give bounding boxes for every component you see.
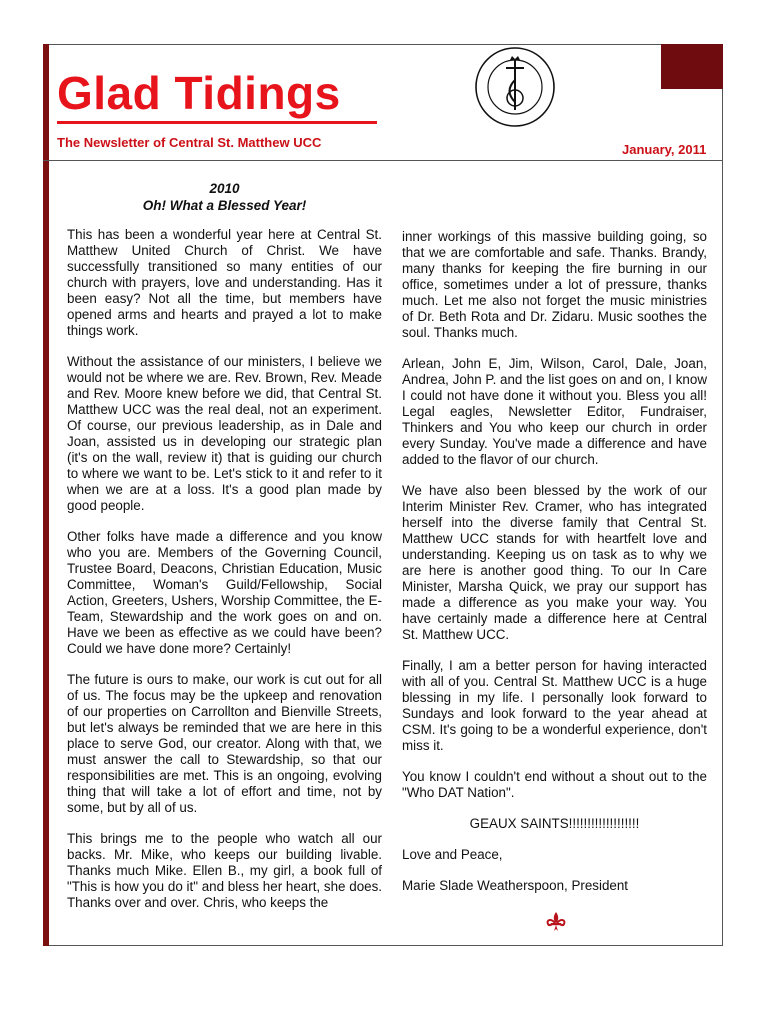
newsletter-subtitle: The Newsletter of Central St. Matthew UCC [57,135,322,150]
paragraph: Other folks have made a difference and you know who you are. Members of the Governing Council, Trustee Board, Deacons, Christian Education, Music Committee, Woman's Guild/Fellowship, Social Action, Greeters, Ushers, Worship Committee, the E-Team, Stewardship and the work goes on and on. Have we been as effective as we could have been? Could we have done more? Certainly! [67,529,382,656]
article-column-left [67,227,382,926]
ucc-emblem-icon [474,46,556,128]
closing: Love and Peace, [402,847,503,862]
issue-date: January, 2011 [622,142,707,157]
signature: Marie Slade Weatherspoon, President [402,878,629,893]
paragraph: Without the assistance of our ministers, I believe we would not be where we are. Rev. Brown, Rev. Meade and Rev. Moore knew before we did, that Central St. Matthew UCC was the real deal, not an experiment. Of course, our previous leadership, as in Dale and Joan, assisted us in developing our strategic plan (it's on the wall, review it) that is guiding our church to where we want to be. Let's stick to it and refer to it when we are at a loss. It's a good plan made by good people. [67,354,382,513]
article-column-right [402,229,707,909]
header-divider [43,160,723,161]
paragraph: We have also been blessed by the work of our Interim Minister Rev. Cramer, who has integrated herself into the diverse family that Central St. Matthew UCC stands for with heartfelt love and understanding. Keeping us on task as to why we are here is another good thing. To our In Care Minister, Marsha Quick, we pray our support has made a difference as you make your way. You have certainly made a difference here at Central St. Matthew UCC. [402,483,707,642]
paragraph: This has been a wonderful year here at Central St. Matthew United Church of Christ. We have successfully transitioned so many entities of our church with prayers, love and understanding. Has it been easy? Not all the time, but members have opened arms and hearts and prayed a lot to make things work. [67,227,382,338]
fleur-de-lis-icon [544,910,568,934]
title-underline [57,121,377,124]
left-accent-bar [43,44,49,946]
shout-out: GEAUX SAINTS!!!!!!!!!!!!!!!!!!! [469,816,640,831]
article-heading-title: Oh! What a Blessed Year! [142,198,307,213]
paragraph: inner workings of this massive building going, so that we are comfortable and safe. Thanks. Brandy, many thanks for keeping the fire burning in our office, sometimes under a lot of pressure, thanks much. Let me also not forget the music ministries of Dr. Beth Rota and Dr. Zidaru. Music soothes the soul. Thanks much. [402,229,707,340]
newsletter-title: Glad Tidings [57,67,341,119]
paragraph: The future is ours to make, our work is cut out for all of us. The focus may be the upkeep and renovation of our properties on Carrollton and Bienville Streets, but let's always be reminded that we are here in this place to serve God, our creator. Along with that, we must answer the call to Stewardship, so that our responsibilities are met. This is an ongoing, evolving thing that will take a lot of effort and time, not by some, but by all of us. [67,672,382,815]
article-heading-year: 2010 [209,181,240,196]
paragraph: Finally, I am a better person for having interacted with all of you. Central St. Matthew UCC is a huge blessing in my life. I personally look forward to Sundays and look forward to the year ahead at CSM. It's going to be a wonderful experience, don't miss it. [402,658,707,753]
paragraph: You know I couldn't end without a shout out to the "Who DAT Nation". [402,769,707,800]
article-heading [67,180,382,214]
paragraph: Arlean, John E, Jim, Wilson, Carol, Dale, Joan, Andrea, John P. and the list goes on and on, I know I could not have done it without you. Bless you all! Legal eagles, Newsletter Editor, Fundraiser, Thinkers and You who keep our church in order every Sunday. You've made a difference and have added to the flavor of our church. [402,356,707,467]
corner-accent-box [661,44,723,89]
paragraph: This brings me to the people who watch all our backs. Mr. Mike, who keeps our building livable. Thanks much Mike. Ellen B., my girl, a book full of "This is how you do it" and bless her heart, she does. Thanks over and over. Chris, who keeps the [67,831,382,910]
